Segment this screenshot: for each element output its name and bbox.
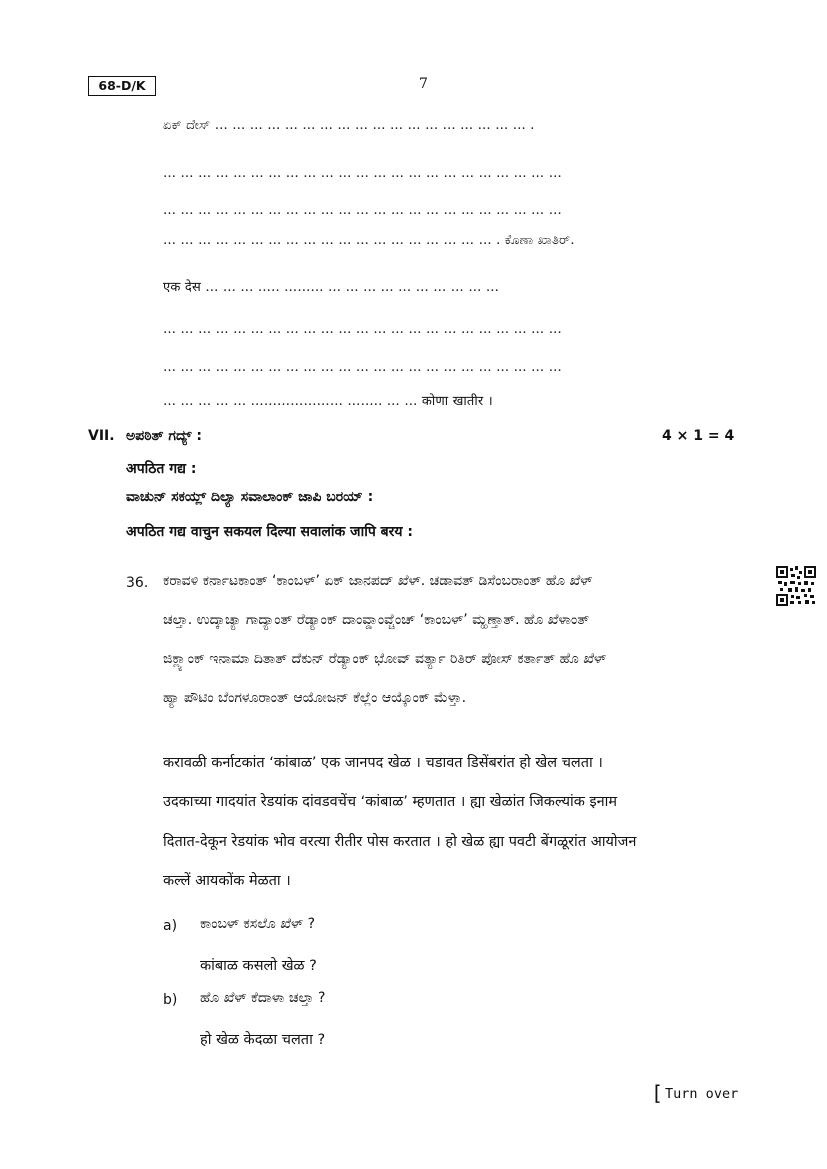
passage-kn-line: ಕರಾವಳಿ ಕರ್ನಾಟಕಾಂತ್ ‘ಕಾಂಬಳ್’ ಏಕ್ ಜಾನಪದ್ ಖೆಳ್. ಚಡಾವತ್ ಡಿಸೆಂಬರಾಂತ್ ಹೊ ಖೆಳ್ (163, 573, 593, 589)
turn-over-label: Turn over (665, 1086, 739, 1102)
passage-kn-line: ಜಿಕ್ಲ್ಯಾಂಕ್ ಇನಾಮಾ ದಿತಾತ್ ದೆಕುನ್ ರೆಡ್ಯಾಂಕ್ ಭೋವ್ ವರ್ತ್ಯಾ ರಿತಿರ್ ಪೋಸ್ ಕರ್ತಾತ್ ಹೊ ಖೆಳ್ (163, 651, 607, 667)
question-label: a) (163, 918, 178, 934)
passage-dev-line: दितात-देकून रेडयांक भोव वरत्या रीतीर पोस करतात । हो खेळ ह्या पवटी बेंगळूरांत आयोजन (163, 834, 637, 850)
fill-line-kn-end: … … … … … … … … … … … … … … … … … … … . ಕೊಣಾ ಖಾತಿರ್. (163, 233, 575, 248)
question-label: b) (163, 992, 178, 1008)
passage-kn-line: ಚಲ್ತಾ. ಉದ್ಕಾಚ್ಯಾ ಗಾದ್ಯಾಂತ್ ರೆಡ್ಯಾಂಕ್ ದಾಂವ್ಡಾಂವ್ಚೆಂಚ್ ‘ಕಾಂಬಳ್’ ಮ್ಹಣ್ತಾತ್. ಹೊ ಖೆಳಾಂತ್ (163, 612, 590, 628)
section-title-kn: ಅಪಠಿತ್ ಗದ್ಯ್ : (126, 428, 202, 444)
section-instruction-kn: ವಾಚುನ್ ಸಕಯ್ಲ್ ದಿಲ್ಯಾ ಸವಾಲಾಂಕ್ ಜಾಪಿ ಬರಯ್ : (126, 489, 374, 505)
section-title-dev: अपठित गद्य : (126, 461, 197, 477)
bracket-glyph: [ (651, 1081, 664, 1105)
section-marks: 4 × 1 = 4 (662, 428, 735, 444)
passage-dev-line: उदकाच्या गादयांत रेडयांक दांवडवचेंच ‘कांबाळ’ म्हणतात । ह्या खेळांत जिकल्यांक इनाम (163, 794, 618, 810)
fill-line-dots: … … … … … … … … … … … … … … … … … … … … … … … (163, 166, 562, 181)
question-number: 36. (126, 575, 149, 591)
passage-dev-line: कल्लें आयकोंक मेळता । (163, 873, 291, 889)
fill-line-dots: … … … … … … … … … … … … … … … … … … … … … … … (163, 203, 562, 218)
fill-line-dots: … … … … … … … … … … … … … … … … … … … … … … … (163, 360, 562, 375)
qr-code-icon (776, 566, 816, 606)
fill-line-kn-start: ಏಕ್ ದೇಸ್ … … … … … … … … … … … … … … … … … … . (163, 118, 535, 133)
question-dev: हो खेळ केदळा चलता ? (200, 1032, 326, 1048)
turn-over-note (651, 1079, 738, 1103)
fill-line-dev-start: एक देस … … … ….. ……… … … … … … … … … … … (163, 280, 500, 295)
passage-dev-line: करावळी कर्नाटकांत ‘कांबाळ’ एक जानपद खेळ । चडावत डिसेंबरांत हो खेल चलता । (163, 755, 603, 771)
page-number: 7 (419, 76, 428, 92)
question-kn: ಕಾಂಬಳ್ ಕಸಲೊ ಖೆಳ್ ? (200, 916, 316, 932)
fill-line-dev-end: … … … … … ………………… …….. … … कोणा खातीर । (163, 394, 493, 409)
section-instruction-dev: अपठित गद्य वाचुन सकयल दिल्या सवालांक जापि बरय : (126, 524, 413, 540)
question-kn: ಹೊ ಖೆಳ್ ಕೆದಾಳಾ ಚಲ್ತಾ ? (200, 990, 326, 1006)
question-dev: कांबाळ कसलो खेळ ? (200, 958, 317, 974)
fill-line-dots: … … … … … … … … … … … … … … … … … … … … … … … (163, 322, 562, 337)
paper-code: 68-D/K (88, 76, 156, 96)
passage-kn-line: ಹ್ಯಾ ಪೌಟಿಂ ಬೆಂಗಳೂರಾಂತ್ ಆಯೋಜನ್ ಕೆಲ್ಲೆಂ ಆಯ್ಕೊಂಕ್ ಮೆಳ್ತಾ. (163, 690, 467, 706)
section-number: VII. (88, 428, 115, 444)
